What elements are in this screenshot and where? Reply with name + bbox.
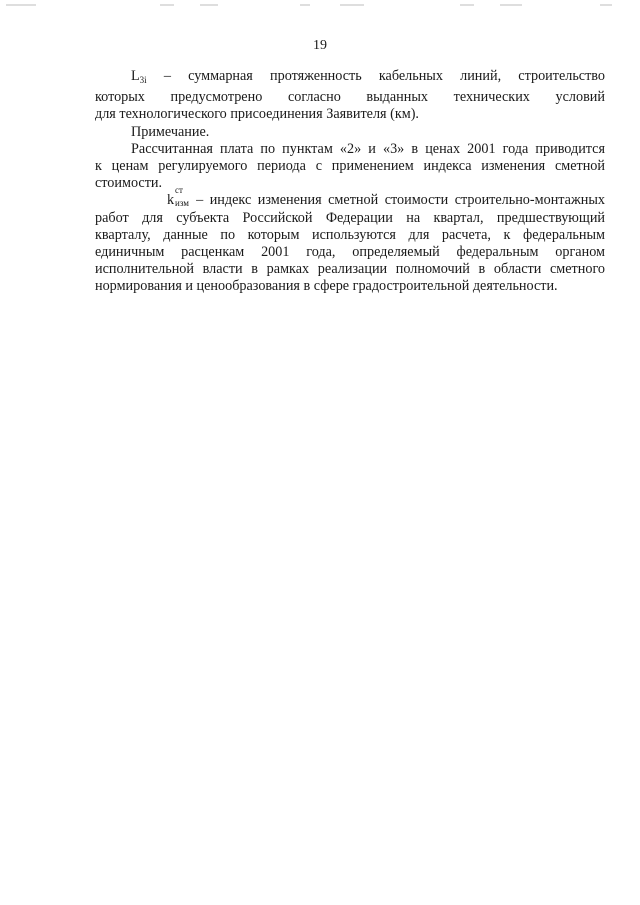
scan-artifact [500, 4, 522, 6]
document-body [95, 68, 605, 296]
definition-k-line-6: нормирования и ценообразования в сфере градостроительной деятельности. [95, 278, 558, 295]
note-heading: Примечание. [131, 123, 210, 140]
definition-l3i-line-2: которых предусмотрено согласно выданных технических условий [95, 89, 605, 106]
scan-artifact [460, 4, 474, 6]
scan-artifact [340, 4, 364, 6]
definition-l3i [95, 68, 605, 124]
symbol-l3i: $L_{3i}$ [131, 68, 147, 85]
definition-k-line-3: кварталу, данные по которым используются для расчета, к федеральным [95, 226, 605, 243]
definition-l3i-line-3: для технологического присоединения Заявителя (км). [95, 106, 419, 123]
note-paragraph [95, 140, 605, 196]
page-number: 19 [313, 38, 327, 53]
symbol-k-izm: k ст изм [131, 192, 196, 209]
definition-l3i-line-1: $L_{3i}$ – суммарная протяженность кабельных линий, строительство [131, 68, 605, 85]
note-line-2: к ценам регулируемого периода с применением индекса изменения сметной [95, 158, 605, 175]
note-line-1: Рассчитанная плата по пунктам «2» и «3» в ценах 2001 года приводится [131, 140, 605, 157]
definition-k-line-1: k ст изм – индекс изменения сметной стоимости строительно-монтажных [95, 192, 605, 209]
scan-artifact [160, 4, 174, 6]
definition-k-line-2: работ для субъекта Российской Федерации на квартал, предшествующий [95, 209, 605, 226]
scan-artifact [600, 4, 612, 6]
definition-k [95, 185, 605, 295]
scan-artifact [300, 4, 310, 6]
scan-artifact [200, 4, 218, 6]
definition-k-line-5: исполнительной власти в рамках реализации полномочий в области сметного [95, 261, 605, 278]
symbol-k-subscript: изм [175, 198, 189, 209]
symbol-k-superscript: ст [175, 185, 183, 196]
scan-artifact [6, 4, 36, 6]
symbol-l3i-subscript: 3i [139, 75, 147, 85]
definition-k-line-4: единичным расценкам 2001 года, определяемый федеральным органом [95, 244, 605, 261]
note-line-3: стоимости. [95, 175, 163, 192]
